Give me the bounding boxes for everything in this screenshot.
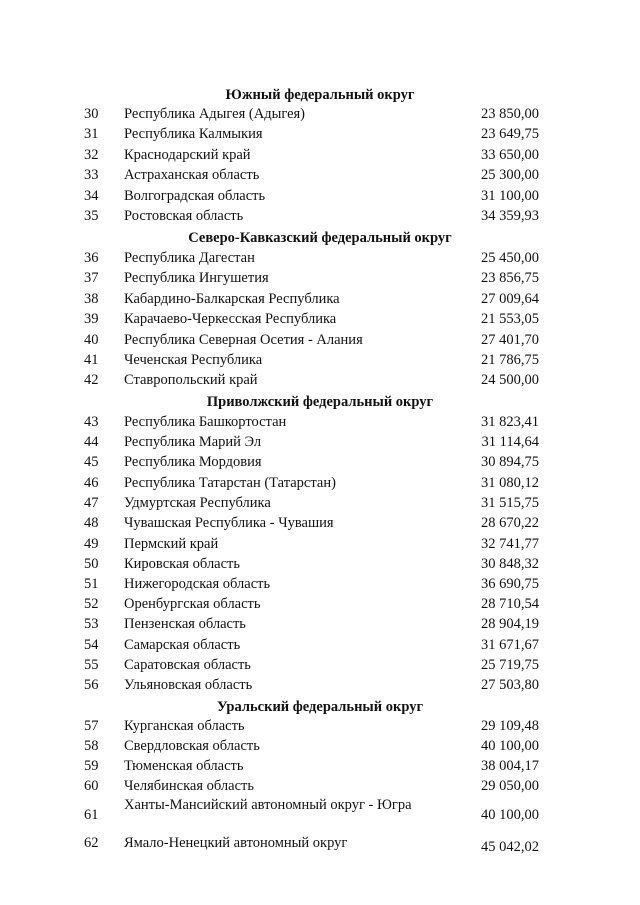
region-name: Ямало-Ненецкий автономный округ — [124, 835, 348, 851]
row-number: 31 — [84, 126, 99, 142]
row-value: 31 515,75 — [481, 495, 539, 511]
table-row — [0, 452, 640, 472]
table-row — [0, 594, 640, 614]
row-value: 40 100,00 — [481, 807, 539, 823]
region-name: Ульяновская область — [124, 677, 253, 693]
region-name: Краснодарский край — [124, 147, 251, 163]
table-row — [0, 716, 640, 736]
region-name: Курганская область — [124, 718, 245, 734]
row-value: 31 823,41 — [481, 414, 539, 430]
row-value: 28 710,54 — [481, 596, 539, 612]
region-name: Республика Калмыкия — [124, 126, 263, 142]
row-number: 46 — [84, 475, 99, 491]
table-row — [0, 534, 640, 554]
row-number: 40 — [84, 332, 99, 348]
table-row — [0, 145, 640, 165]
region-name: Республика Адыгея (Адыгея) — [124, 106, 306, 122]
region-name: Республика Башкортостан — [124, 414, 287, 430]
row-value: 32 741,77 — [481, 536, 539, 552]
row-number: 49 — [84, 536, 99, 552]
row-value: 25 719,75 — [481, 657, 539, 673]
region-name: Челябинская область — [124, 778, 254, 794]
row-number: 38 — [84, 291, 99, 307]
row-number: 34 — [84, 188, 99, 204]
table-row — [0, 412, 640, 432]
region-name: Удмуртская Республика — [124, 495, 271, 511]
row-number: 42 — [84, 372, 99, 388]
region-name: Ростовская область — [124, 208, 244, 224]
region-name: Чувашская Республика - Чувашия — [124, 515, 334, 531]
row-number: 32 — [84, 147, 99, 163]
row-value: 38 004,17 — [481, 758, 539, 774]
region-name: Карачаево-Черкесская Республика — [124, 311, 337, 327]
table-row — [0, 186, 640, 206]
table-row — [0, 797, 640, 831]
table-row — [0, 268, 640, 288]
row-value: 27 009,64 — [481, 291, 539, 307]
row-number: 45 — [84, 454, 99, 470]
region-name: Кабардино-Балкарская Республика — [124, 291, 340, 307]
row-number: 36 — [84, 250, 99, 266]
table-row — [0, 370, 640, 390]
region-name: Нижегородская область — [124, 576, 271, 592]
row-number: 47 — [84, 495, 99, 511]
row-number: 58 — [84, 738, 99, 754]
region-name: Чеченская Республика — [124, 352, 263, 368]
table-row — [0, 124, 640, 144]
row-number: 52 — [84, 596, 99, 612]
row-value: 21 786,75 — [481, 352, 539, 368]
row-number: 41 — [84, 352, 99, 368]
row-number: 51 — [84, 576, 99, 592]
row-value: 30 894,75 — [481, 454, 539, 470]
table-row — [0, 309, 640, 329]
row-value: 27 401,70 — [481, 332, 539, 348]
row-value: 23 856,75 — [481, 270, 539, 286]
table-row — [0, 165, 640, 185]
row-number: 30 — [84, 106, 99, 122]
region-name: Саратовская область — [124, 657, 251, 673]
table-row — [0, 206, 640, 226]
region-name: Ставропольский край — [124, 372, 258, 388]
region-name: Республика Северная Осетия - Алания — [124, 332, 363, 348]
row-value: 28 904,19 — [481, 616, 539, 632]
region-name: Республика Дагестан — [124, 250, 255, 266]
region-name: Оренбургская область — [124, 596, 261, 612]
row-value: 25 450,00 — [481, 250, 539, 266]
row-value: 34 359,93 — [481, 208, 539, 224]
row-value: 40 100,00 — [481, 738, 539, 754]
table-row — [0, 554, 640, 574]
table-row — [0, 675, 640, 695]
row-value: 25 300,00 — [481, 167, 539, 183]
region-name: Свердловская область — [124, 738, 260, 754]
section-title: Южный федеральный округ — [225, 87, 415, 103]
row-number: 53 — [84, 616, 99, 632]
region-name: Пензенская область — [124, 616, 246, 632]
row-value: 21 553,05 — [481, 311, 539, 327]
table-row — [0, 350, 640, 370]
section-title: Уральский федеральный округ — [216, 699, 424, 715]
row-number: 35 — [84, 208, 99, 224]
row-number: 60 — [84, 778, 99, 794]
region-name: Кировская область — [124, 556, 241, 572]
row-value: 31 080,12 — [481, 475, 539, 491]
row-value: 27 503,80 — [481, 677, 539, 693]
table-row — [0, 248, 640, 268]
row-number: 33 — [84, 167, 99, 183]
table-row — [0, 614, 640, 634]
row-number: 61 — [84, 807, 99, 823]
row-number: 50 — [84, 556, 99, 572]
table-row — [0, 473, 640, 493]
region-name: Астраханская область — [124, 167, 260, 183]
table-row — [0, 635, 640, 655]
row-value: 29 050,00 — [481, 778, 539, 794]
row-number: 57 — [84, 718, 99, 734]
row-number: 44 — [84, 434, 99, 450]
region-name: Республика Мордовия — [124, 454, 262, 470]
region-name: Республика Марий Эл — [124, 434, 262, 450]
row-value: 30 848,32 — [481, 556, 539, 572]
row-value: 28 670,22 — [481, 515, 539, 531]
table-row — [0, 736, 640, 756]
row-value: 31 671,67 — [481, 637, 539, 653]
table-row — [0, 432, 640, 452]
region-name: Республика Ингушетия — [124, 270, 269, 286]
row-value: 29 109,48 — [481, 718, 539, 734]
region-name: Тюменская область — [124, 758, 244, 774]
row-value: 31 114,64 — [481, 434, 539, 450]
table-row — [0, 104, 640, 124]
region-name: Пермский край — [124, 536, 219, 552]
row-value: 23 850,00 — [481, 106, 539, 122]
row-number: 54 — [84, 637, 99, 653]
table-row — [0, 574, 640, 594]
table-row — [0, 289, 640, 309]
row-number: 62 — [84, 835, 99, 851]
row-number: 48 — [84, 515, 99, 531]
table-row — [0, 833, 640, 853]
row-value: 24 500,00 — [481, 372, 539, 388]
table-row — [0, 513, 640, 533]
row-number: 59 — [84, 758, 99, 774]
row-number: 56 — [84, 677, 99, 693]
section-title: Приволжский федеральный округ — [206, 394, 434, 410]
row-value: 23 649,75 — [481, 126, 539, 142]
row-number: 43 — [84, 414, 99, 430]
row-value: 31 100,00 — [481, 188, 539, 204]
region-name: Республика Татарстан (Татарстан) — [124, 475, 336, 491]
region-name: Волгоградская область — [124, 188, 266, 204]
table-row — [0, 756, 640, 776]
row-number: 37 — [84, 270, 99, 286]
row-number: 39 — [84, 311, 99, 327]
section-title: Северо-Кавказский федеральный округ — [188, 230, 452, 246]
table-row — [0, 655, 640, 675]
row-number: 55 — [84, 657, 99, 673]
row-value: 45 042,02 — [481, 839, 539, 855]
table-row — [0, 330, 640, 350]
table-row — [0, 776, 640, 796]
row-value: 33 650,00 — [481, 147, 539, 163]
row-value: 36 690,75 — [481, 576, 539, 592]
table-row — [0, 493, 640, 513]
region-name: Ханты-Мансийский автономный округ - Югра — [124, 797, 412, 813]
region-name: Самарская область — [124, 637, 241, 653]
